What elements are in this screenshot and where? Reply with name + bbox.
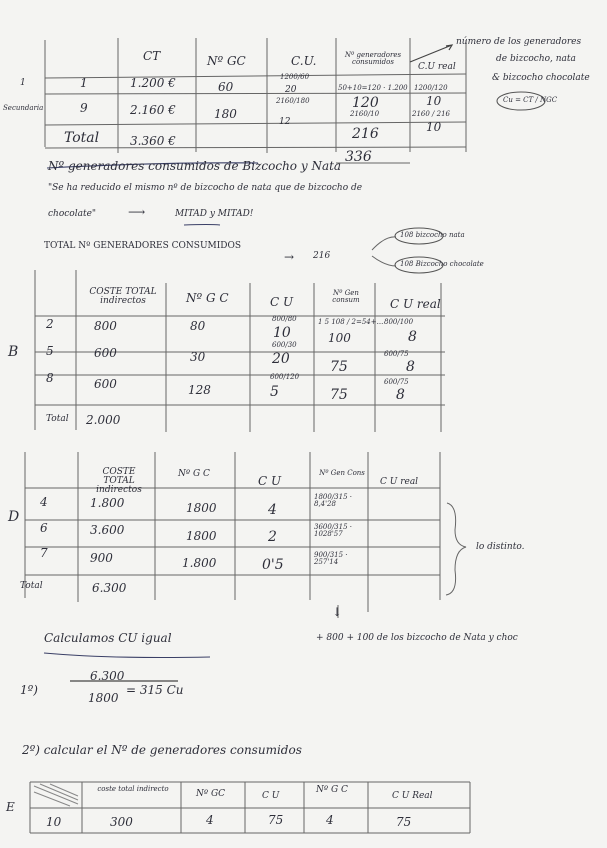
table-b-row-2-cu: 20 <box>272 351 290 367</box>
table-a-row-1-cureal-val: 10 <box>426 94 442 108</box>
table-d-row-2-cu: 2 <box>268 529 277 545</box>
table-a-row-2-gen: 120 <box>352 95 379 111</box>
table-d-row-1-ct: 1.800 <box>90 496 125 510</box>
table-b-header-gen: Nº Gen consum <box>332 289 360 304</box>
table-a-row-1-ct: 1.200 € <box>130 76 176 90</box>
table-a-row-1-cu: 1200/60 <box>280 73 310 81</box>
table-b-row-1-gen-top: 1 5 108 / 2=54+... <box>318 318 384 326</box>
table-a-total-gen: 216 <box>352 126 379 142</box>
table-b-row-2-cu-top: 600/30 <box>272 341 297 349</box>
table-a-row-2-side: Secundaria <box>3 104 44 112</box>
table-d-header-ngc: Nº G C <box>178 469 210 479</box>
calc-step1-numerator: 6.300 <box>90 669 125 683</box>
table-a-row-1-gen: 50+10=120 · 1.200 <box>338 84 408 92</box>
table-b-row-2-cureal: 8 <box>406 359 415 375</box>
table-a-row-2-ngc: 180 <box>214 107 237 121</box>
table-b-row-2-gen: 75 <box>330 359 348 375</box>
table-a-row-2-cu: 2160/180 <box>276 97 310 105</box>
table-d-row-1-label: 4 <box>40 495 48 509</box>
table-a-total-label: Total <box>64 130 100 146</box>
table-a-extra: 336 <box>345 149 372 165</box>
table-b-row-2-ngc: 30 <box>190 350 206 364</box>
table-a-header-ct: CT <box>143 49 161 63</box>
table-b-row-2-label: 5 <box>46 344 54 358</box>
note-total-line: TOTAL Nº GENERADORES CONSUMIDOS <box>44 241 242 251</box>
table-d-side-label: D <box>8 509 20 525</box>
table-a-header-cureal: C.U real <box>418 62 456 72</box>
table-d-row-1-cu: 4 <box>268 502 277 518</box>
table-b-row-3-ct: 600 <box>94 377 117 391</box>
margin-note-1: número de los generadores <box>456 37 582 47</box>
table-e-header-ngc: Nº GC <box>196 789 226 799</box>
table-b-row-1-cu-top: 800/80 <box>272 315 297 323</box>
margin-note-3: & bizcocho chocolate <box>492 73 590 83</box>
calc-heading: Calculamos CU igual <box>44 631 172 645</box>
table-b-row-1-cureal-top: 800/100 <box>384 318 414 326</box>
table-a-header-ngc: Nº GC <box>207 54 246 68</box>
table-b-row-3-ngc: 128 <box>188 383 211 397</box>
table-b-total-ct: 2.000 <box>86 413 121 427</box>
oval-note: Cu = CT / NGC <box>503 96 558 104</box>
table-d-header-cu: C U <box>258 474 282 488</box>
table-b-row-2-cureal-top: 600/75 <box>384 350 409 358</box>
table-b-row-1-label: 2 <box>46 317 54 331</box>
table-b-row-1-gen: 100 <box>328 331 351 345</box>
table-d-header-ct: COSTE TOTAL indirectos <box>96 467 142 495</box>
table-d-row-2-gen: 3600/315 · 1028'57 <box>314 523 352 538</box>
table-a-row-1-cureal: 1200/120 <box>414 84 448 92</box>
table-b-row-1-ngc: 80 <box>190 319 206 333</box>
table-d-total-label: Total <box>20 581 43 591</box>
table-b-row-3-cureal: 8 <box>396 387 405 403</box>
table-a-row-2-cu-val: 12 <box>279 117 291 127</box>
table-a-header-cu: C.U. <box>291 54 317 68</box>
table-b-row-3-gen: 75 <box>330 387 348 403</box>
table-d-arrow-down: ↓ <box>332 605 343 619</box>
table-d-header-gen: Nº Gen Cons <box>319 469 365 477</box>
table-d-total-ct: 6.300 <box>92 581 127 595</box>
table-d-row-1-ngc: 1800 <box>186 501 217 515</box>
table-a-row-1-label-big: 1 <box>80 76 88 90</box>
table-a-row-2-label: 9 <box>80 101 88 115</box>
note-quote-2: chocolate" <box>48 209 97 219</box>
table-a-row-2-cureal-val: 10 <box>426 120 442 134</box>
note-quote-arrow: ⟶ <box>128 205 146 219</box>
table-d-row-2-ngc: 1800 <box>186 529 217 543</box>
note-quote-1: "Se ha reducido el mismo nº de bizcocho de nata que de bizcocho de <box>48 183 363 193</box>
table-b-row-2-ct: 600 <box>94 346 117 360</box>
table-d-row-2-ct: 3.600 <box>90 523 125 537</box>
table-a-row-1-label: 1 <box>20 78 26 88</box>
table-b-row-3-cureal-top: 600/75 <box>384 378 409 386</box>
table-e-header-ct: coste total indirecto <box>97 785 169 793</box>
table-a-total-ct: 3.360 € <box>130 134 176 148</box>
table-b-row-3-label: 8 <box>46 371 54 385</box>
table-d-row-3-gen: 900/315 · 257'14 <box>314 551 348 566</box>
table-d-brace-note: lo distinto. <box>476 542 525 552</box>
table-d-row-3-cu: 0'5 <box>262 557 284 573</box>
table-d-below-note: + 800 + 100 de los bizcocho de Nata y choc <box>316 633 518 643</box>
table-e-row-gen: 4 <box>326 813 334 827</box>
table-d-row-1-gen: 1800/315 · 8,4'28 <box>314 493 352 508</box>
table-d-header-cureal: C U real <box>380 477 419 487</box>
table-d-row-3-ngc: 1.800 <box>182 556 217 570</box>
calc-step1-label: 1º) <box>20 683 38 697</box>
table-e-header-cu: C U <box>262 791 280 801</box>
table-a-row-1-cu-val: 20 <box>285 85 297 95</box>
table-b-row-1-cu: 10 <box>273 325 291 341</box>
note-total-value: 216 <box>313 251 331 261</box>
table-e-header-gen: Nº G C <box>316 785 348 795</box>
table-b-header-cureal: C U real <box>390 297 441 311</box>
table-e-row-cureal: 75 <box>396 815 412 829</box>
table-b-header-cu: C U <box>270 295 294 309</box>
margin-note-2: de bizcocho, nata <box>496 54 576 64</box>
table-e-row-cu: 75 <box>268 813 284 827</box>
table-e-side-label: E <box>6 800 15 814</box>
table-a-header-gen: Nº generadores consumidos <box>344 51 402 66</box>
table-d-row-3-label: 7 <box>40 546 48 560</box>
table-a-row-1-ngc: 60 <box>218 80 234 94</box>
table-e-row-ngc: 4 <box>206 813 214 827</box>
calc-step1-denominator: 1800 <box>88 691 119 705</box>
table-d-row-2-label: 6 <box>40 521 48 535</box>
table-b-header-ct: COSTE TOTAL indirectos <box>89 287 157 306</box>
note-branch-2: 108 Bizcocho chocolate <box>400 260 484 268</box>
table-a-row-2-cureal: 2160 / 216 <box>412 110 450 118</box>
table-b-row-3-cu: 5 <box>270 384 279 400</box>
table-b-side-label: B <box>8 344 19 360</box>
calc-step2: 2º) calcular el Nº de generadores consumidos <box>22 743 302 757</box>
note-branch-1: 108 bizcocho nata <box>400 231 465 239</box>
table-b-header-ngc: Nº G C <box>186 291 229 305</box>
table-d-row-3-ct: 900 <box>90 551 113 565</box>
note-total-arrow: → <box>284 250 295 264</box>
table-b-row-1-ct: 800 <box>94 319 117 333</box>
table-b-row-1-cureal: 8 <box>408 329 417 345</box>
note-quote-3: MITAD y MITAD! <box>175 209 254 219</box>
table-a-row-2-gen2: 2160/10 <box>350 110 380 118</box>
calc-step1-result: = 315 Cu <box>126 683 184 697</box>
note-heading: Nº generadores consumidos de Bizcocho y Nata <box>48 159 342 173</box>
table-e-header-cureal: C U Real <box>392 791 433 801</box>
table-a-row-2-ct: 2.160 € <box>130 103 176 117</box>
table-b-total-label: Total <box>46 414 69 424</box>
table-e-row-ct: 300 <box>110 815 133 829</box>
table-b-row-3-cu-top: 600/120 <box>270 373 300 381</box>
table-e-row-label: 10 <box>46 815 62 829</box>
